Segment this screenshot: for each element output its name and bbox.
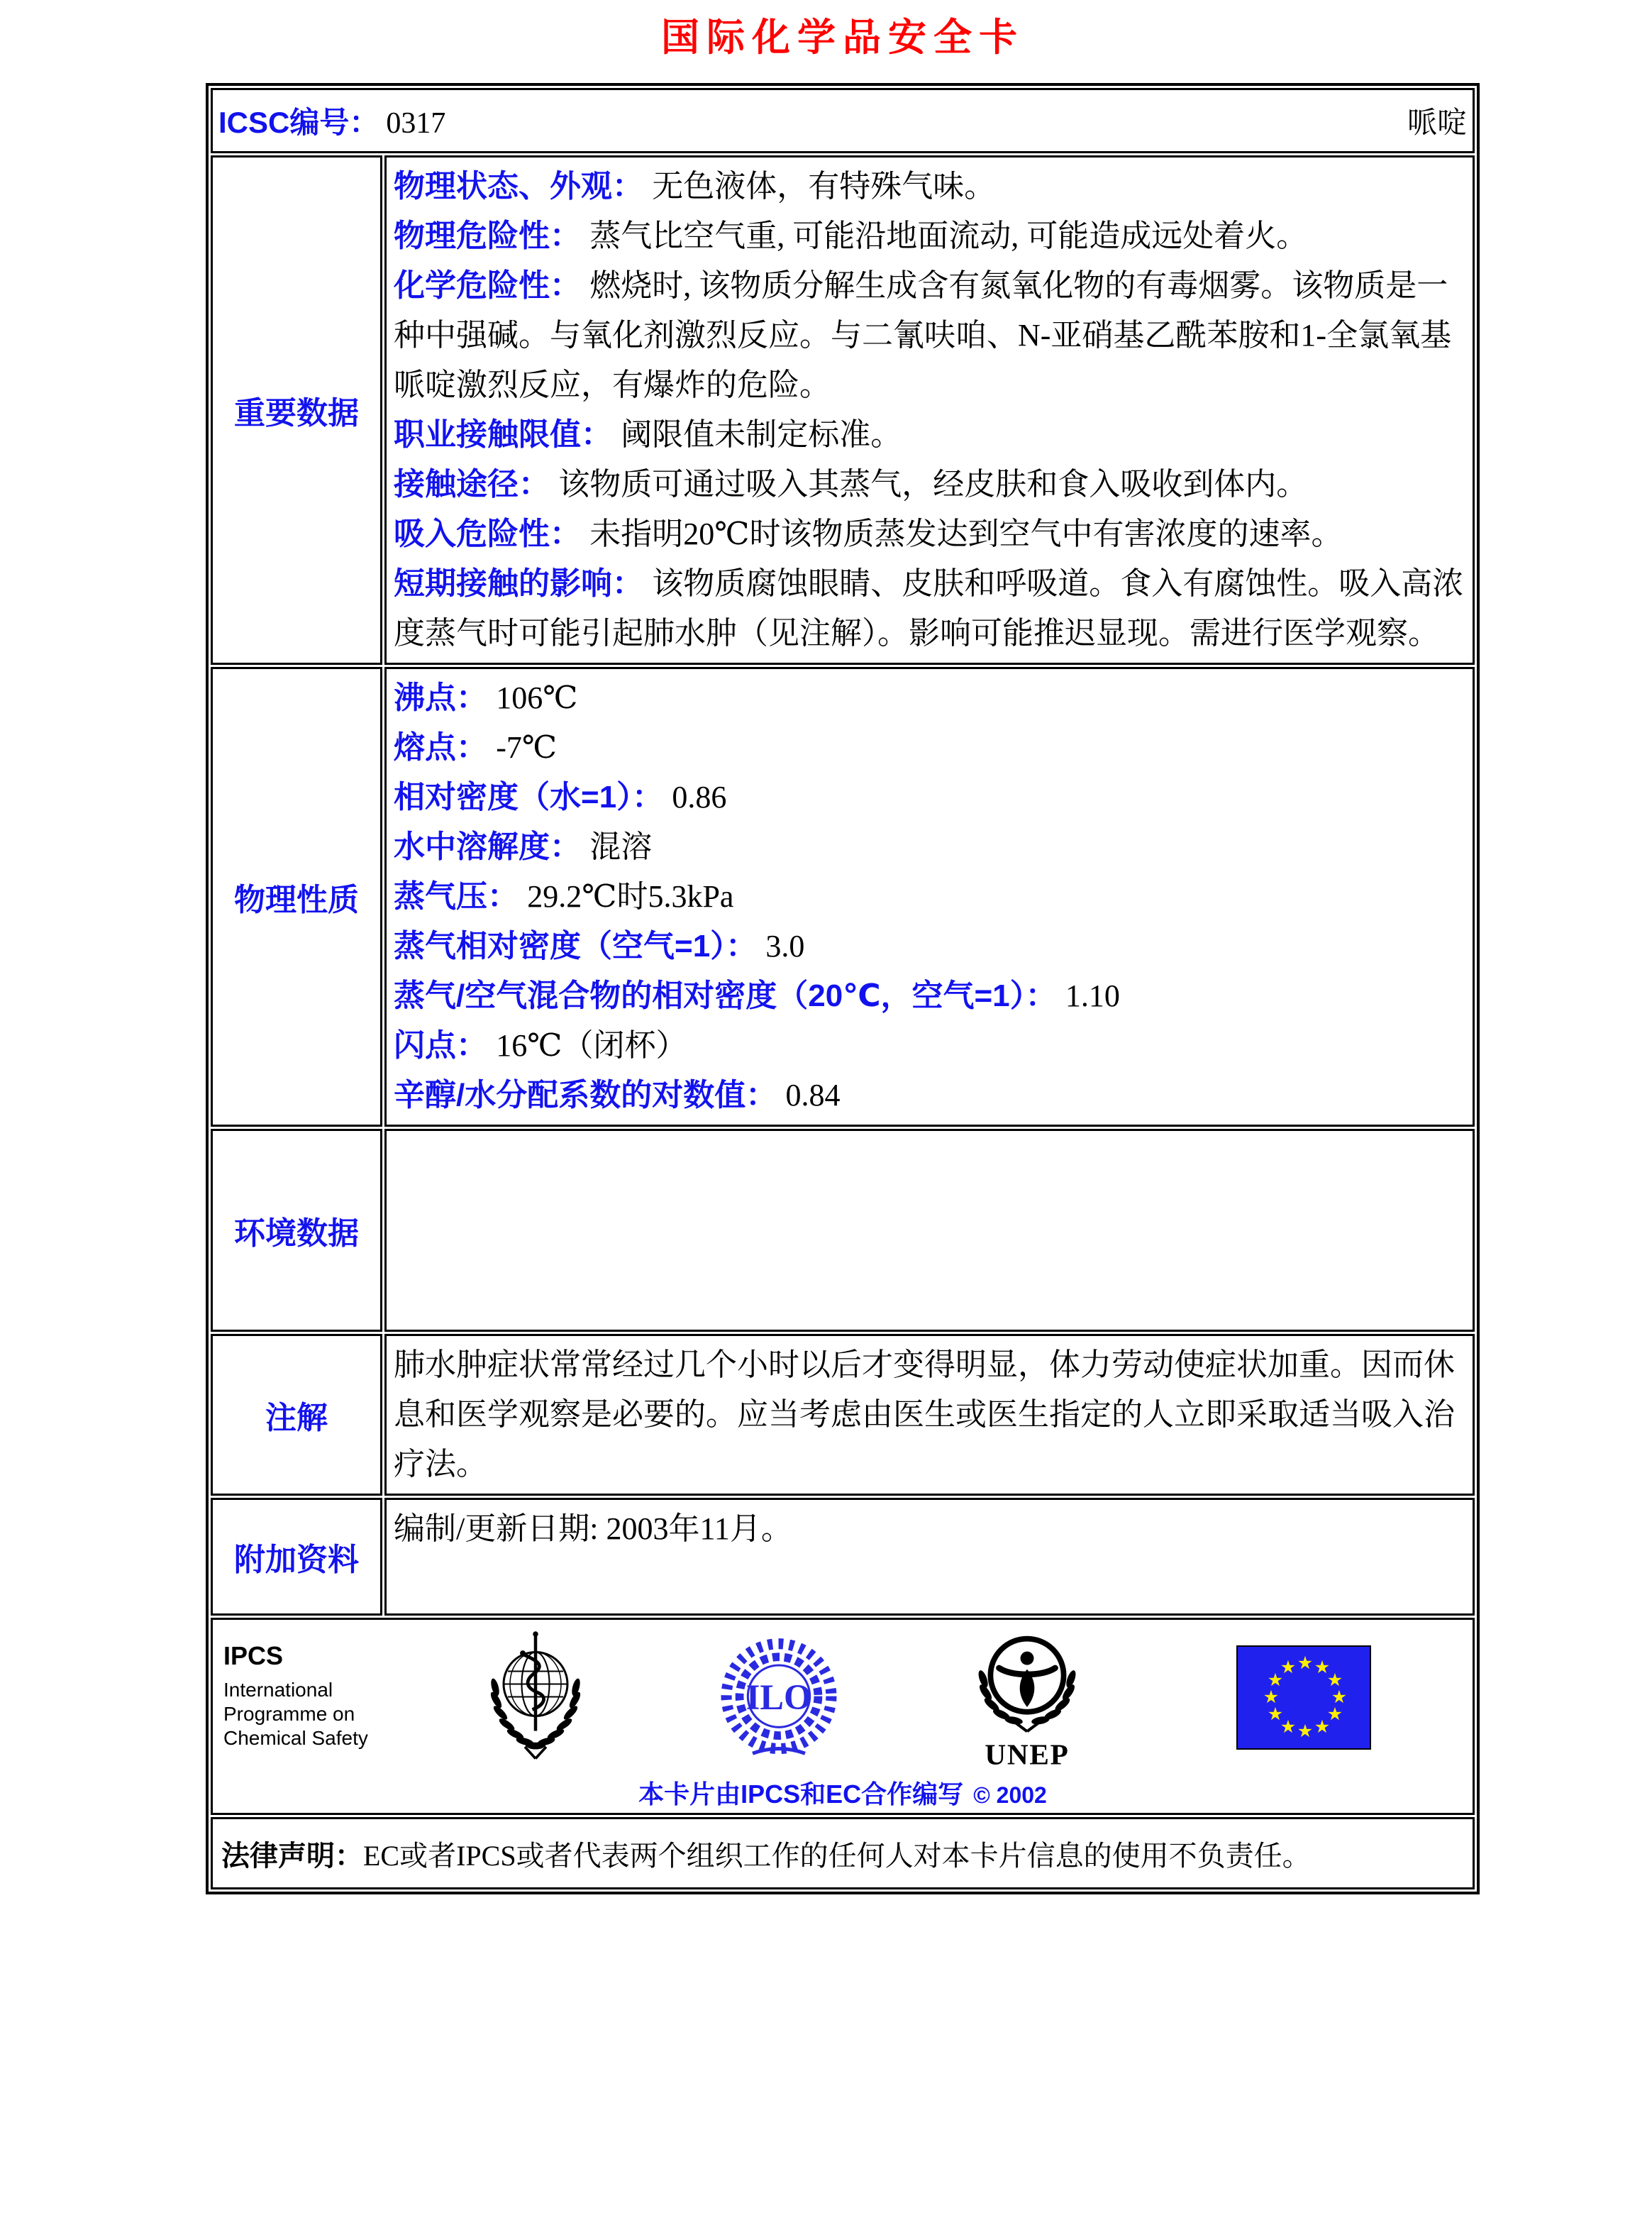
who-logo-icon <box>482 1628 589 1767</box>
data-item <box>394 872 1468 922</box>
field-label: 熔点： <box>394 730 487 765</box>
ilo-logo-text: ILO <box>745 1677 812 1718</box>
data-item <box>394 162 1468 211</box>
field-label: 辛醇/水分配系数的对数值： <box>394 1078 777 1113</box>
environmental-data-content <box>384 1129 1475 1332</box>
logos-row <box>211 1618 1475 1815</box>
eu-star: ★ <box>1297 1652 1314 1673</box>
field-label: 蒸气/空气混合物的相对密度（20℃，空气=1）： <box>394 978 1057 1013</box>
row-label-environmental-data: 环境数据 <box>211 1129 382 1332</box>
field-value: 16℃（闭杯） <box>496 1028 687 1063</box>
field-value: 0.84 <box>785 1078 841 1113</box>
eu-star: ★ <box>1263 1687 1280 1707</box>
eu-star: ★ <box>1331 1687 1348 1707</box>
data-item <box>394 211 1468 261</box>
data-item <box>394 673 1468 723</box>
field-value: 29.2℃时5.3kPa <box>527 879 734 914</box>
data-item <box>394 922 1468 971</box>
ipcs-subtitle-line: Chemical Safety <box>223 1727 368 1749</box>
eu-star: ★ <box>1280 1657 1297 1677</box>
eu-star: ★ <box>1280 1716 1297 1737</box>
important-data-row <box>211 155 1475 665</box>
header-row <box>211 88 1475 153</box>
data-item <box>394 1071 1468 1120</box>
eu-flag-icon <box>1236 1645 1371 1750</box>
important-data-content <box>384 155 1475 665</box>
ipcs-subtitle-line: Programme on <box>223 1703 355 1725</box>
legal-notice-label: 法律声明： <box>221 1840 363 1872</box>
physical-properties-row <box>211 667 1475 1127</box>
environmental-data-row <box>211 1129 1475 1332</box>
field-value: 燃烧时, 该物质分解生成含有氮氧化物的有毒烟雾。该物质是一种中强碱。与氧化剂激烈反应。与二氰呋咱、N-亚硝基乙酰苯胺和1-全氯氧基哌啶激烈反应，有爆炸的危险。 <box>394 268 1452 402</box>
field-value: 未指明20℃时该物质蒸发达到空气中有害浓度的速率。 <box>589 517 1343 551</box>
legal-row <box>211 1817 1475 1889</box>
additional-info-row <box>211 1498 1475 1616</box>
legal-notice-text: EC或者IPCS或者代表两个组织工作的任何人对本卡片信息的使用不负责任。 <box>363 1839 1311 1872</box>
field-label: 物理状态、外观： <box>394 169 643 204</box>
icsc-number-label: ICSC编号： <box>218 106 379 139</box>
eu-star: ★ <box>1326 1704 1343 1724</box>
data-item <box>394 261 1468 410</box>
data-item <box>394 723 1468 773</box>
ipcs-subtitle-line: International <box>223 1679 333 1701</box>
field-value: 1.10 <box>1065 978 1120 1013</box>
ipcs-title: IPCS <box>223 1641 284 1670</box>
credit-year: © 2002 <box>973 1782 1047 1808</box>
eu-star: ★ <box>1314 1657 1331 1677</box>
field-value: 无色液体，有特殊气味。 <box>652 169 996 204</box>
field-label: 化学危险性： <box>394 268 581 303</box>
notes-row <box>211 1334 1475 1496</box>
row-label-physical-properties: 物理性质 <box>211 667 382 1127</box>
physical-properties-content <box>384 667 1475 1127</box>
eu-star: ★ <box>1326 1670 1343 1690</box>
field-value: -7℃ <box>496 730 558 765</box>
ipcs-text-block <box>223 1641 368 1750</box>
eu-star: ★ <box>1267 1704 1284 1724</box>
field-value: 3.0 <box>765 929 805 964</box>
notes-content: 肺水肿症状常常经过几个小时以后才变得明显，体力劳动使症状加重。因而休息和医学观察是必要的。应当考虑由医生或医生指定的人立即采取适当吸入治疗法。 <box>384 1334 1475 1496</box>
icsc-number-value: 0317 <box>386 107 446 140</box>
data-item <box>394 559 1468 658</box>
data-item <box>394 509 1468 559</box>
field-label: 蒸气压： <box>394 879 519 914</box>
data-item <box>394 971 1468 1021</box>
row-label-additional-info: 附加资料 <box>211 1498 382 1616</box>
field-label: 水中溶解度： <box>394 829 581 864</box>
logos-cell <box>211 1618 1475 1815</box>
chemical-name: 哌啶 <box>1407 107 1467 140</box>
field-value: 该物质腐蚀眼睛、皮肤和呼吸道。食入有腐蚀性。吸入高浓度蒸气时可能引起肺水肿（见注解）。影响可能推迟显现。需进行医学观察。 <box>394 566 1464 651</box>
data-item <box>394 1021 1468 1071</box>
row-label-notes: 注解 <box>211 1334 382 1496</box>
field-label: 蒸气相对密度（空气=1）： <box>394 929 758 964</box>
data-item <box>394 822 1468 872</box>
field-value: 蒸气比空气重, 可能沿地面流动, 可能造成远处着火。 <box>589 219 1308 253</box>
field-value: 混溶 <box>589 829 653 864</box>
credit-line <box>213 1775 1473 1811</box>
field-label: 闪点： <box>394 1028 487 1063</box>
field-label: 短期接触的影响： <box>394 566 643 601</box>
field-value: 106℃ <box>496 680 578 715</box>
field-label: 物理危险性： <box>394 219 581 253</box>
field-value: 该物质可通过吸入其蒸气，经皮肤和食入吸收到体内。 <box>558 467 1308 502</box>
additional-info-content: 编制/更新日期: 2003年11月。 <box>384 1498 1475 1616</box>
field-label: 沸点： <box>394 680 487 715</box>
data-item <box>394 773 1468 822</box>
eu-star: ★ <box>1314 1716 1331 1737</box>
field-value: 0.86 <box>672 780 727 815</box>
field-label: 职业接触限值： <box>394 417 612 452</box>
field-value: 阈限值未制定标准。 <box>621 417 902 452</box>
unep-logo-icon <box>966 1624 1088 1772</box>
row-label-important-data: 重要数据 <box>211 155 382 665</box>
eu-star: ★ <box>1267 1670 1284 1690</box>
field-label: 相对密度（水=1）： <box>394 780 664 815</box>
data-item <box>394 460 1468 509</box>
page-title: 国际化学品安全卡 <box>661 16 1024 59</box>
safety-card-table <box>206 83 1480 1894</box>
ilo-logo-icon <box>719 1634 838 1763</box>
eu-star: ★ <box>1297 1721 1314 1741</box>
header-cell <box>211 88 1475 153</box>
field-label: 吸入危险性： <box>394 517 581 551</box>
icsc-number-group <box>218 99 445 142</box>
field-label: 接触途径： <box>394 467 550 502</box>
unep-logo-text: UNEP <box>985 1738 1070 1771</box>
legal-cell <box>211 1817 1475 1889</box>
credit-text: 本卡片由IPCS和EC合作编写 <box>638 1779 964 1809</box>
data-item <box>394 410 1468 460</box>
